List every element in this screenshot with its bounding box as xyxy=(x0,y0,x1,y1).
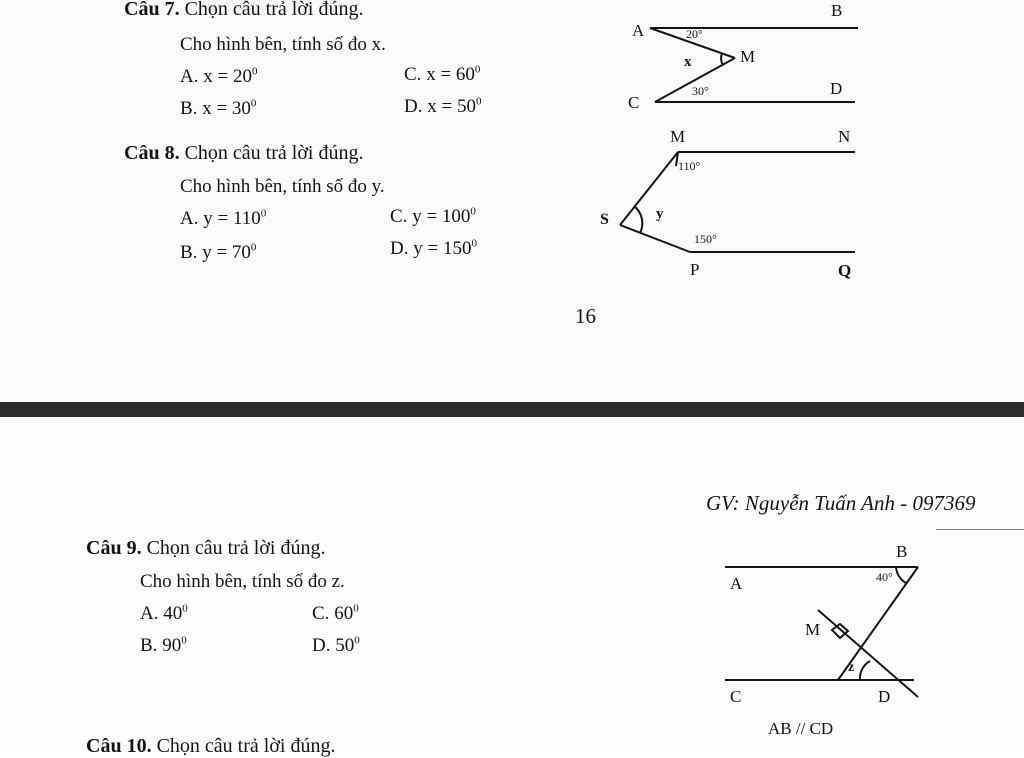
q9-angle-40-arc xyxy=(896,567,906,583)
q8-label-p: P xyxy=(690,260,700,279)
q9-prompt: Cho hình bên, tính số đo z. xyxy=(140,571,345,592)
q8-line-sp xyxy=(620,225,690,252)
q8-line-ms xyxy=(620,152,678,225)
q9-label-d: D xyxy=(878,687,891,706)
teacher-credit: GV: Nguyễn Tuấn Anh - 097369 xyxy=(706,491,976,515)
q9-line-md xyxy=(818,610,918,697)
q8-angle-top: 110° xyxy=(678,159,701,173)
q8-label-m: M xyxy=(670,127,686,146)
q7-angle-x-arc xyxy=(721,53,723,65)
q7-label-c: C xyxy=(628,93,640,112)
q8-angle-y-arc xyxy=(634,206,642,233)
q7-label-d: D xyxy=(830,79,843,98)
q7-figure xyxy=(600,0,870,120)
q10-heading xyxy=(86,735,335,758)
q8-label-s: S xyxy=(600,211,609,228)
page-separator xyxy=(0,402,1024,417)
q7-prompt: Cho hình bên, tính số đo x. xyxy=(180,34,386,55)
bottom-page xyxy=(0,417,1024,757)
q7-instruction: Chọn câu trả lời đúng. xyxy=(184,0,364,20)
q9-caption: AB // CD xyxy=(768,719,834,738)
q9-number: Câu 9. xyxy=(86,537,142,559)
q9-label-a: A xyxy=(730,574,743,593)
q10-number: Câu 10. xyxy=(86,735,152,757)
q8-heading xyxy=(124,142,363,165)
q8-option-c: C. $y = 100^0$ xyxy=(390,205,476,227)
q9-heading xyxy=(86,537,325,560)
q9-label-m: M xyxy=(805,620,821,639)
q7-angle-top: 20° xyxy=(686,27,703,41)
q9-option-b: B. $90^0$ xyxy=(140,634,187,656)
q8-figure xyxy=(590,120,870,290)
q7-label-m: M xyxy=(740,47,756,66)
q8-option-d: D. $y = 150^0$ xyxy=(390,237,477,259)
q9-label-c: C xyxy=(730,687,742,706)
q8-instruction: Chọn câu trả lời đúng. xyxy=(184,142,364,164)
q8-option-b: B. $y = 70^0$ xyxy=(180,241,257,263)
q9-figure xyxy=(700,537,940,747)
q9-angle-z-arc xyxy=(860,661,870,680)
q7-angle-bottom: 30° xyxy=(692,84,709,98)
q9-right-angle-mark xyxy=(832,624,848,638)
q7-option-b: B. $x = 30^0$ xyxy=(180,97,257,119)
q8-label-y: y xyxy=(656,206,664,222)
q9-option-d: D. $50^0$ xyxy=(312,634,360,656)
q9-label-z: z xyxy=(848,660,855,675)
q8-number: Câu 8. xyxy=(124,142,180,164)
q8-angle-bottom: 150° xyxy=(694,232,717,246)
q7-label-b: B xyxy=(831,1,843,20)
q9-option-a: A. $40^0$ xyxy=(140,602,188,624)
q8-option-a: A. $y = 110^0$ xyxy=(180,207,267,229)
page-number: 16 xyxy=(575,304,596,328)
q7-option-c: C. $x = 60^0$ xyxy=(404,63,481,85)
q7-label-x: x xyxy=(684,54,692,70)
q8-label-q: Q xyxy=(838,261,852,280)
q10-instruction: Chọn câu trả lời đúng. xyxy=(156,735,336,757)
q7-heading xyxy=(124,0,363,21)
q9-angle-label: 40° xyxy=(876,570,893,584)
q9-instruction: Chọn câu trả lời đúng. xyxy=(146,537,326,559)
q8-prompt: Cho hình bên, tính số đo y. xyxy=(180,176,385,197)
q9-label-b: B xyxy=(896,542,908,561)
q7-option-a: A. $x = 20^0$ xyxy=(180,65,258,87)
q7-label-a: A xyxy=(632,21,645,40)
header-rule xyxy=(936,529,1024,530)
q7-option-d: D. $x = 50^0$ xyxy=(404,95,482,117)
q7-number: Câu 7. xyxy=(124,0,180,20)
q8-label-n: N xyxy=(838,127,851,146)
q9-option-c: C. $60^0$ xyxy=(312,602,359,624)
